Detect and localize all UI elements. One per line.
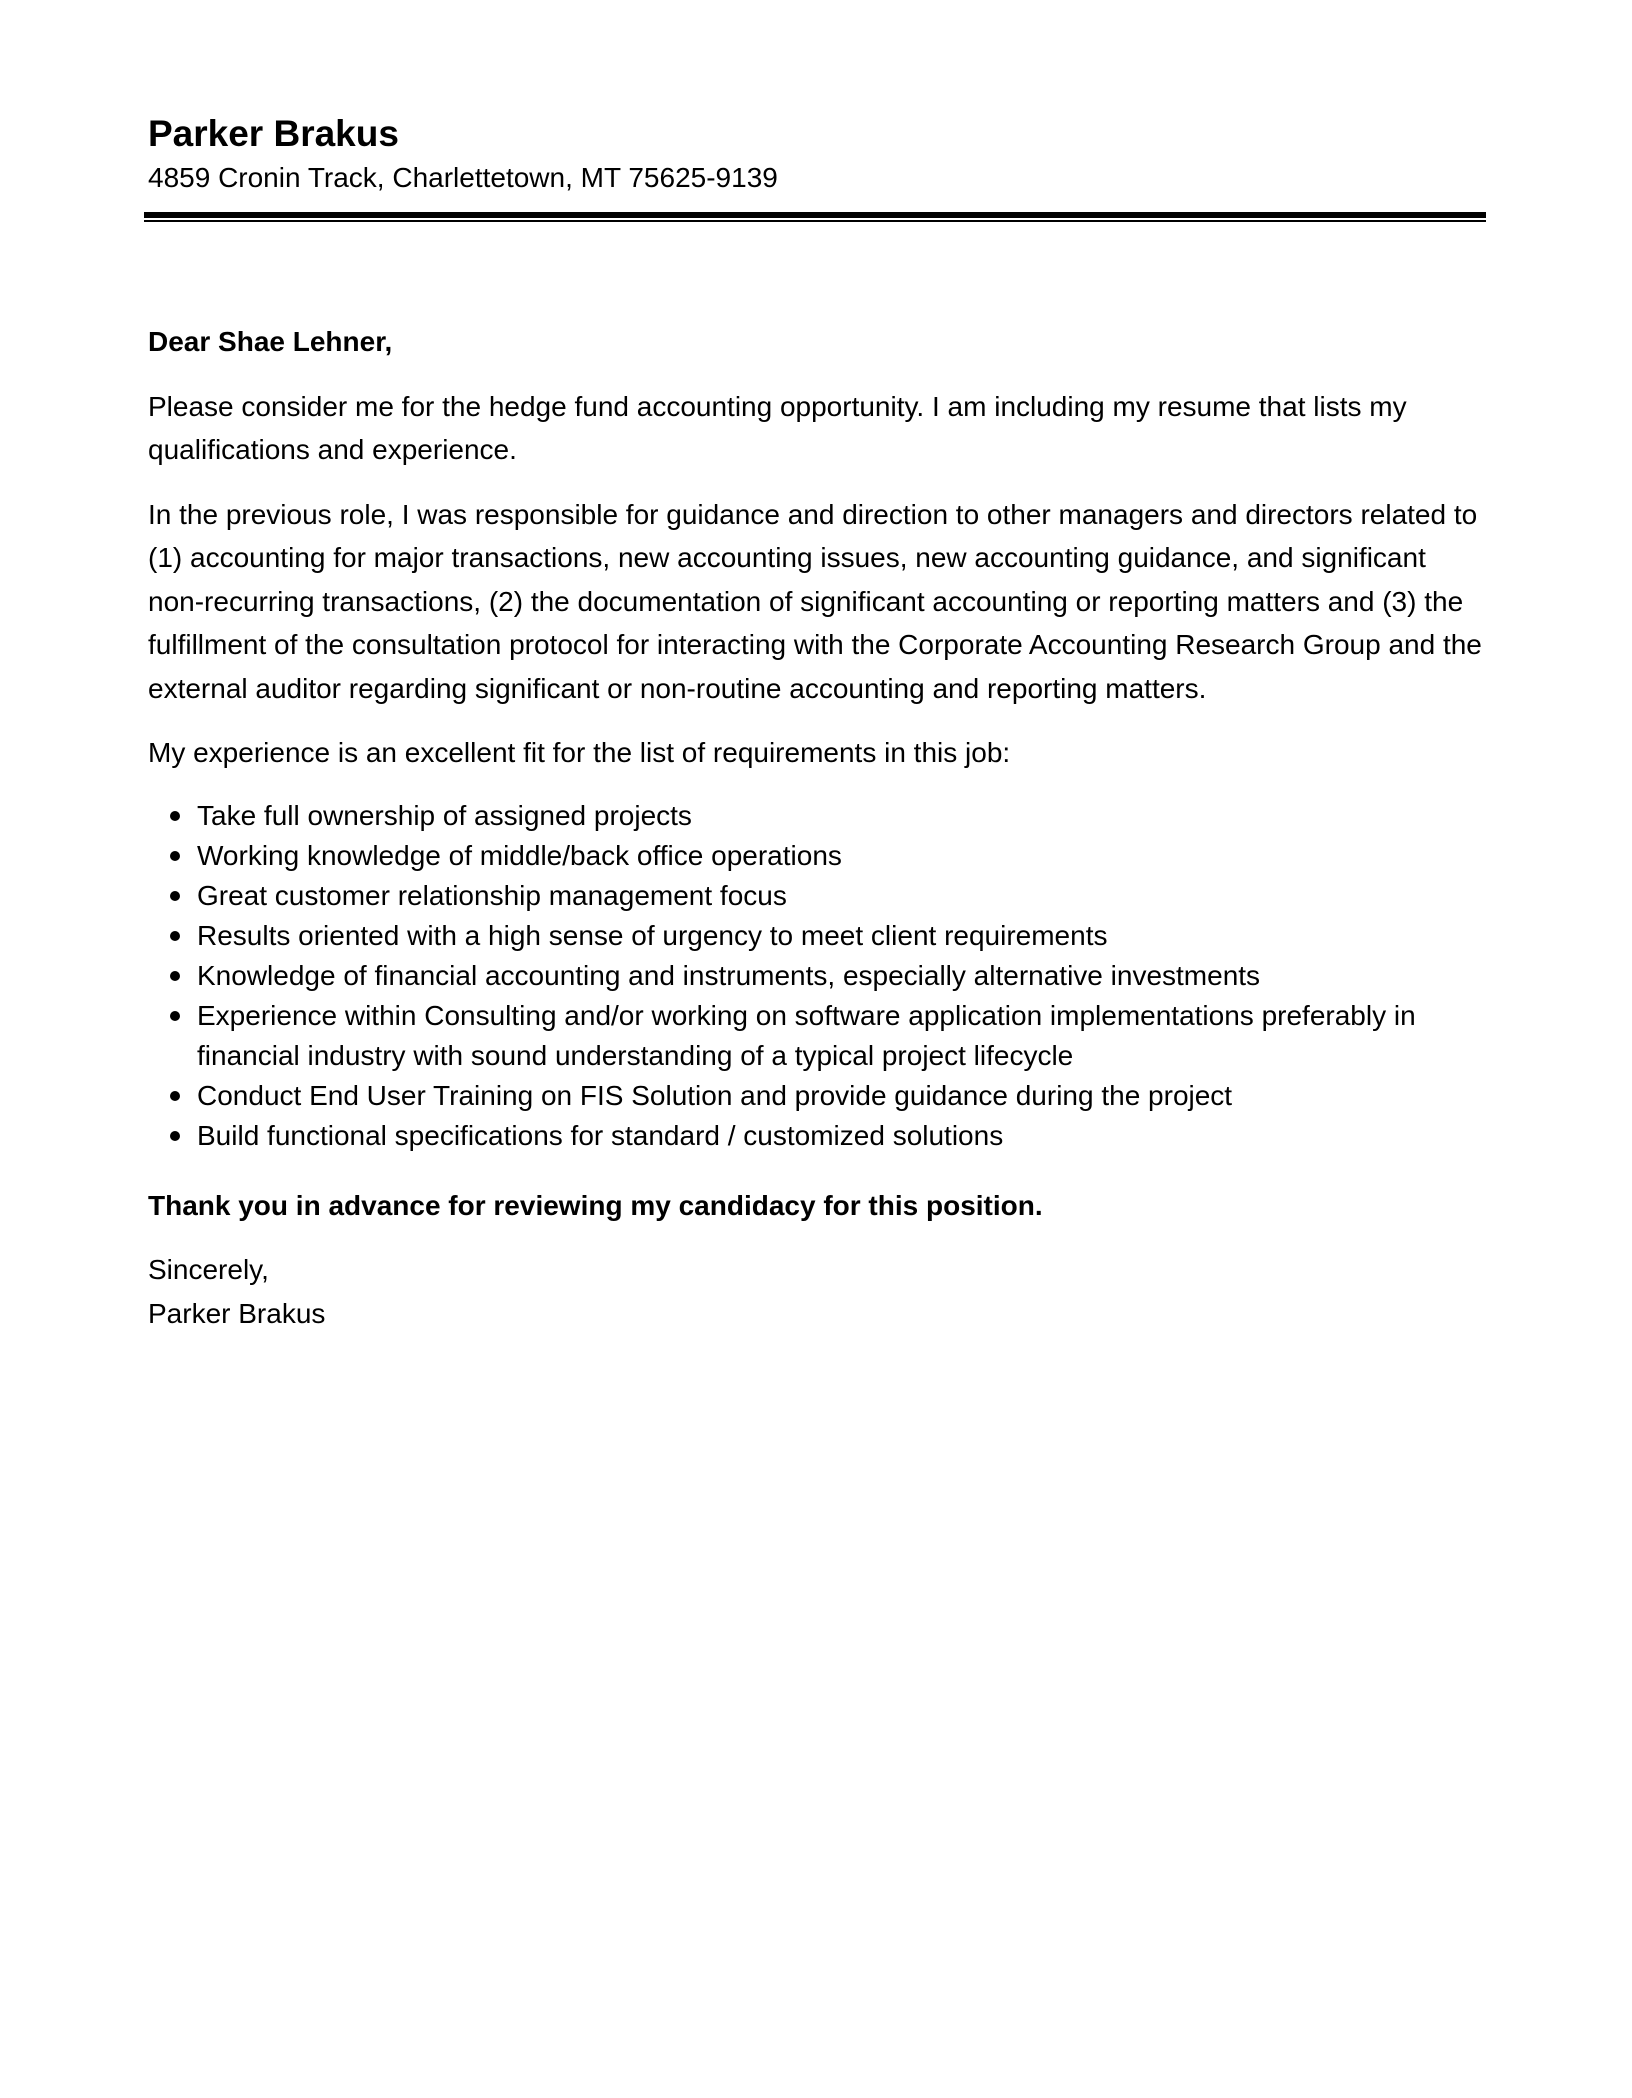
list-item <box>148 836 1488 876</box>
list-item <box>148 876 1488 916</box>
signature-name: Parker Brakus <box>148 1297 326 1329</box>
header-divider-thin-line <box>144 220 1486 222</box>
list-item <box>148 996 1488 1076</box>
list-item <box>148 956 1488 996</box>
list-item <box>148 916 1488 956</box>
bullet-icon <box>170 1011 180 1021</box>
experience-paragraph: In the previous role, I was responsible for guidance and direction to other managers and directors related to (1) accounting for major transactions, new accounting issues, new accounting guidance, and significant non-recurring transactions, (2) the documentation of significant accounting or reporting matters and (3) the fulfillment of the consultation protocol for interacting with the Corporate Accounting Research Group and the external auditor regarding significant or non-routine accounting and reporting matters. <box>148 498 1482 704</box>
bullet-icon <box>170 1131 180 1141</box>
closing-statement: Thank you in advance for reviewing my candidacy for this position. <box>148 1189 1043 1221</box>
bullet-icon <box>170 811 180 821</box>
bullet-icon <box>170 931 180 941</box>
letter-body <box>148 320 1488 1335</box>
header-divider-thick-line <box>144 212 1486 218</box>
list-item-text: Knowledge of financial accounting and instruments, especially alternative investments <box>197 959 1261 991</box>
list-item <box>148 796 1488 836</box>
bullet-icon <box>170 891 180 901</box>
bullet-icon <box>170 1091 180 1101</box>
sender-name: Parker Brakus <box>148 113 399 154</box>
header-divider <box>144 212 1486 223</box>
bullet-icon <box>170 971 180 981</box>
sender-address: 4859 Cronin Track, Charlettetown, MT 75625-9139 <box>148 162 778 193</box>
list-item-text: Build functional specifications for standard / customized solutions <box>197 1119 1004 1151</box>
salutation: Dear Shae Lehner, <box>148 326 393 357</box>
list-item-text: Conduct End User Training on FIS Solution and provide guidance during the project <box>197 1079 1233 1111</box>
list-item-text: Take full ownership of assigned projects <box>197 799 692 831</box>
list-item-text: Experience within Consulting and/or working on software application implementations preferably in financial industry with sound understanding of a typical project lifecycle <box>197 999 1416 1071</box>
intro-paragraph: Please consider me for the hedge fund accounting opportunity. I am including my resume that lists my qualifications and experience. <box>148 390 1407 465</box>
list-item-text: Results oriented with a high sense of urgency to meet client requirements <box>197 919 1108 951</box>
list-item <box>148 1076 1488 1116</box>
list-item-text: Great customer relationship management focus <box>197 879 787 911</box>
list-item <box>148 1116 1488 1156</box>
list-item-text: Working knowledge of middle/back office operations <box>197 839 842 871</box>
bullet-icon <box>170 851 180 861</box>
requirements-list <box>148 796 1488 1156</box>
requirements-lead-paragraph: My experience is an excellent fit for the list of requirements in this job: <box>148 737 1011 768</box>
signoff: Sincerely, <box>148 1254 269 1285</box>
letter-header <box>148 110 1488 198</box>
